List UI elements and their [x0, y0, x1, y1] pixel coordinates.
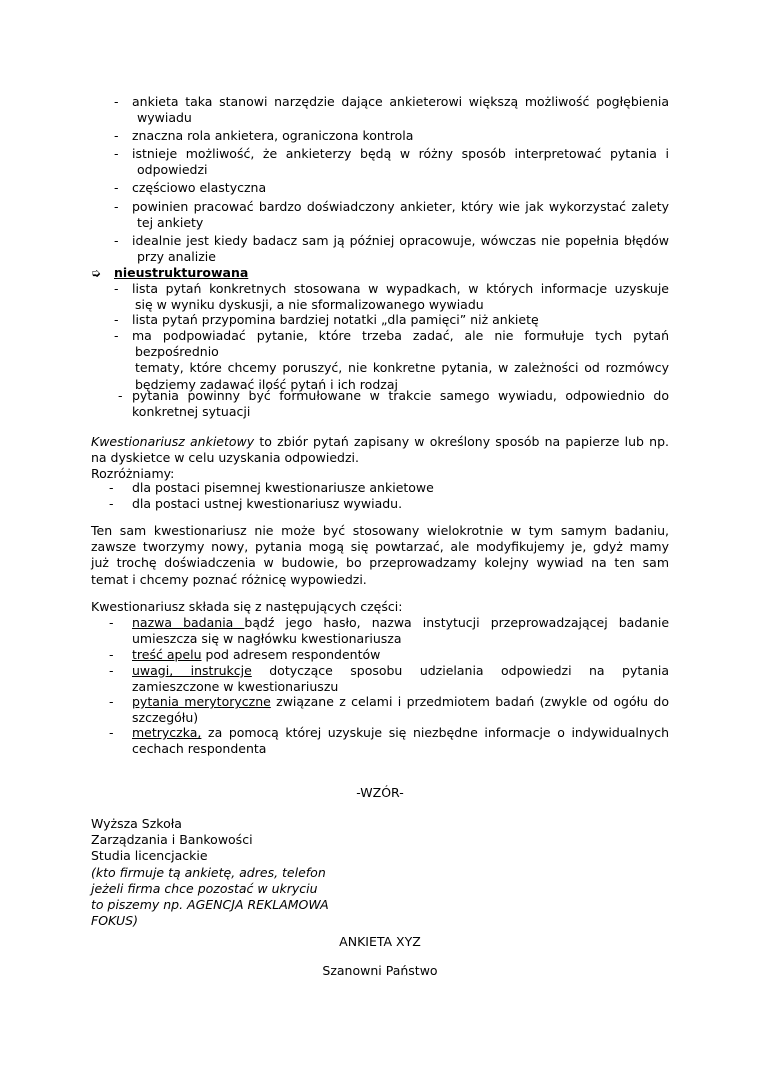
item-line: częściowo elastyczna: [132, 180, 267, 195]
definition-line: [91, 434, 669, 450]
list-item: [91, 128, 669, 144]
part-term: treść apelu: [132, 647, 202, 662]
item-line: ankieta taka stanowi narzędzie dające ankieterowi większą możliwość pogłębienia: [132, 94, 669, 109]
part-term: metryczka,: [132, 725, 202, 740]
item-line: ma podpowiadać pytanie, które trzeba zadać, ale nie formułuje tych pytań: [132, 328, 669, 343]
item-line: odpowiedzi: [137, 162, 208, 178]
header-note: FOKUS): [91, 913, 138, 929]
list-item: [91, 496, 669, 512]
item-line: idealnie jest kiedy badacz sam ją później opracowuje, wówczas nie popełnia błędów: [132, 233, 669, 248]
item-line: zamieszczone w kwestionariuszu: [132, 679, 339, 695]
header-note: to piszemy np. AGENCJA REKLAMOWA: [91, 897, 329, 913]
part-text: za pomocą której uzyskuje się niezbędne informacje o indywidualnych: [201, 725, 669, 740]
header-line: Wyższa Szkoła: [91, 816, 182, 831]
survey-title: ANKIETA XYZ: [339, 934, 421, 949]
item-line: cechach respondenta: [132, 741, 267, 757]
list-item: [91, 663, 669, 695]
item-line: lista pytań konkretnych stosowana w wypadkach, w których informacje uzyskuje: [132, 281, 669, 296]
list-item: [91, 328, 669, 393]
list-item: [91, 312, 669, 328]
item-line: lista pytań przypomina bardziej notatki „dla pamięci” niż ankietę: [132, 312, 539, 327]
definition-term: Kwestionariusz ankietowy: [91, 434, 255, 449]
unstructured-heading: [91, 265, 669, 281]
dash-marker: -: [109, 496, 114, 511]
dash-marker: -: [114, 128, 119, 143]
part-text: bądź jego hasło, nazwa instytucji przeprowadzającej badanie: [244, 615, 670, 630]
list-item: [91, 180, 669, 196]
item-line: znaczna rola ankietera, ograniczona kontrola: [132, 128, 414, 143]
item-line: powinien pracować bardzo doświadczony ankieter, który wie jak wykorzystać zalety: [132, 199, 669, 214]
dash-marker: -: [114, 180, 119, 195]
item-line: szczegółu): [132, 710, 199, 726]
definition-text: to zbiór pytań zapisany w określony sposób na papierze lub np.: [254, 434, 669, 449]
part-term: pytania merytoryczne: [132, 694, 271, 709]
list-item: [91, 725, 669, 757]
template-label: -WZÓR-: [356, 785, 404, 800]
dash-marker: -: [109, 480, 114, 495]
item-line: wywiadu: [137, 110, 192, 126]
dash-marker: -: [114, 281, 119, 296]
header-note: jeżeli firma chce pozostać w ukryciu: [91, 880, 318, 896]
item-line: się w wyniku dyskusji, a nie sformalizowanego wywiadu: [135, 297, 484, 313]
distinguish-label: Rozróżniamy:: [91, 466, 175, 482]
item-line: konkretnej sytuacji: [132, 404, 251, 420]
part-text: pod adresem respondentów: [201, 647, 381, 662]
paragraph-line: Ten sam kwestionariusz nie może być stosowany wielokrotnie w tym samym badaniu,: [91, 523, 669, 538]
item-line: dla postaci ustnej kwestionariusz wywiadu.: [132, 496, 403, 511]
list-item: [91, 480, 669, 496]
paragraph-line: już trochę doświadczenia w budowie, bo przeprowadzamy kolejny wywiad na ten sam: [91, 555, 669, 571]
list-item: [91, 94, 669, 126]
dash-marker: -: [109, 725, 114, 740]
questionnaire-definition: [91, 434, 669, 483]
definition-line: na dyskietce w celu uzyskania odpowiedzi.: [91, 450, 359, 466]
header-line: Zarządzania i Bankowości: [91, 832, 253, 848]
item-line: przy analizie: [137, 249, 216, 265]
paragraph-line: temat i chcemy poznać różnicę wypowiedzi.: [91, 571, 367, 587]
list-item: [91, 694, 669, 726]
part-text: związane z celami i przedmiotem badań (zwykle od ogółu do: [270, 694, 669, 709]
list-item: [91, 233, 669, 265]
list-item: [91, 146, 669, 178]
item-line: umieszcza się w nagłówku kwestionariusza: [132, 631, 402, 647]
institution-header: [91, 816, 351, 929]
dash-marker: -: [109, 615, 114, 630]
dash-marker: -: [109, 663, 114, 678]
dash-marker: -: [114, 312, 119, 327]
item-line: pytania powinny być formułowane w trakcie samego wywiadu, odpowiednio do: [132, 388, 669, 403]
item-line: istnieje możliwość, że ankieterzy będą w różny sposób interpretować pytania i: [132, 146, 669, 161]
header-line: Studia licencjackie: [91, 848, 208, 864]
item-line: będziemy zadawać ilość pytań i ich rodzaj: [135, 376, 398, 392]
list-item: [91, 199, 669, 231]
dash-marker: -: [114, 199, 119, 214]
paragraph-line: zawsze tworzymy nowy, pytania mogą się powtarzać, ale modyfikujemy je, gdyż mamy: [91, 539, 669, 555]
part-term: uwagi, instrukcje: [132, 663, 252, 678]
item-line: bezpośrednio: [135, 344, 219, 360]
parts-intro: [91, 599, 669, 615]
part-term: nazwa badania: [132, 615, 245, 630]
greeting: Szanowni Państwo: [322, 963, 438, 978]
item-line: tej ankiety: [137, 215, 204, 231]
header-note: (kto firmuje tą ankietę, adres, telefon: [91, 864, 326, 880]
paragraph-reuse: [91, 523, 669, 588]
part-text: dotyczące sposobu udzielania odpowiedzi na pytania: [251, 663, 669, 678]
heading-text: nieustrukturowana: [114, 265, 249, 280]
arrow-bullet-icon: ➭: [91, 266, 102, 280]
list-item: [91, 647, 669, 663]
dash-marker: -: [114, 146, 119, 161]
dash-marker: -: [114, 233, 119, 248]
dash-marker: -: [109, 694, 114, 709]
dash-marker: -: [109, 647, 114, 662]
parts-intro-text: Kwestionariusz składa się z następujących części:: [91, 599, 403, 614]
list-item: [91, 388, 669, 420]
dash-marker: -: [114, 94, 119, 109]
list-item: [91, 615, 669, 647]
list-item: [91, 281, 669, 313]
dash-marker: -: [118, 388, 123, 403]
item-line: dla postaci pisemnej kwestionariusze ankietowe: [132, 480, 434, 495]
dash-marker: -: [114, 328, 119, 343]
item-line: tematy, które chcemy poruszyć, nie konkretne pytania, w zależności od rozmówcy: [135, 360, 669, 376]
